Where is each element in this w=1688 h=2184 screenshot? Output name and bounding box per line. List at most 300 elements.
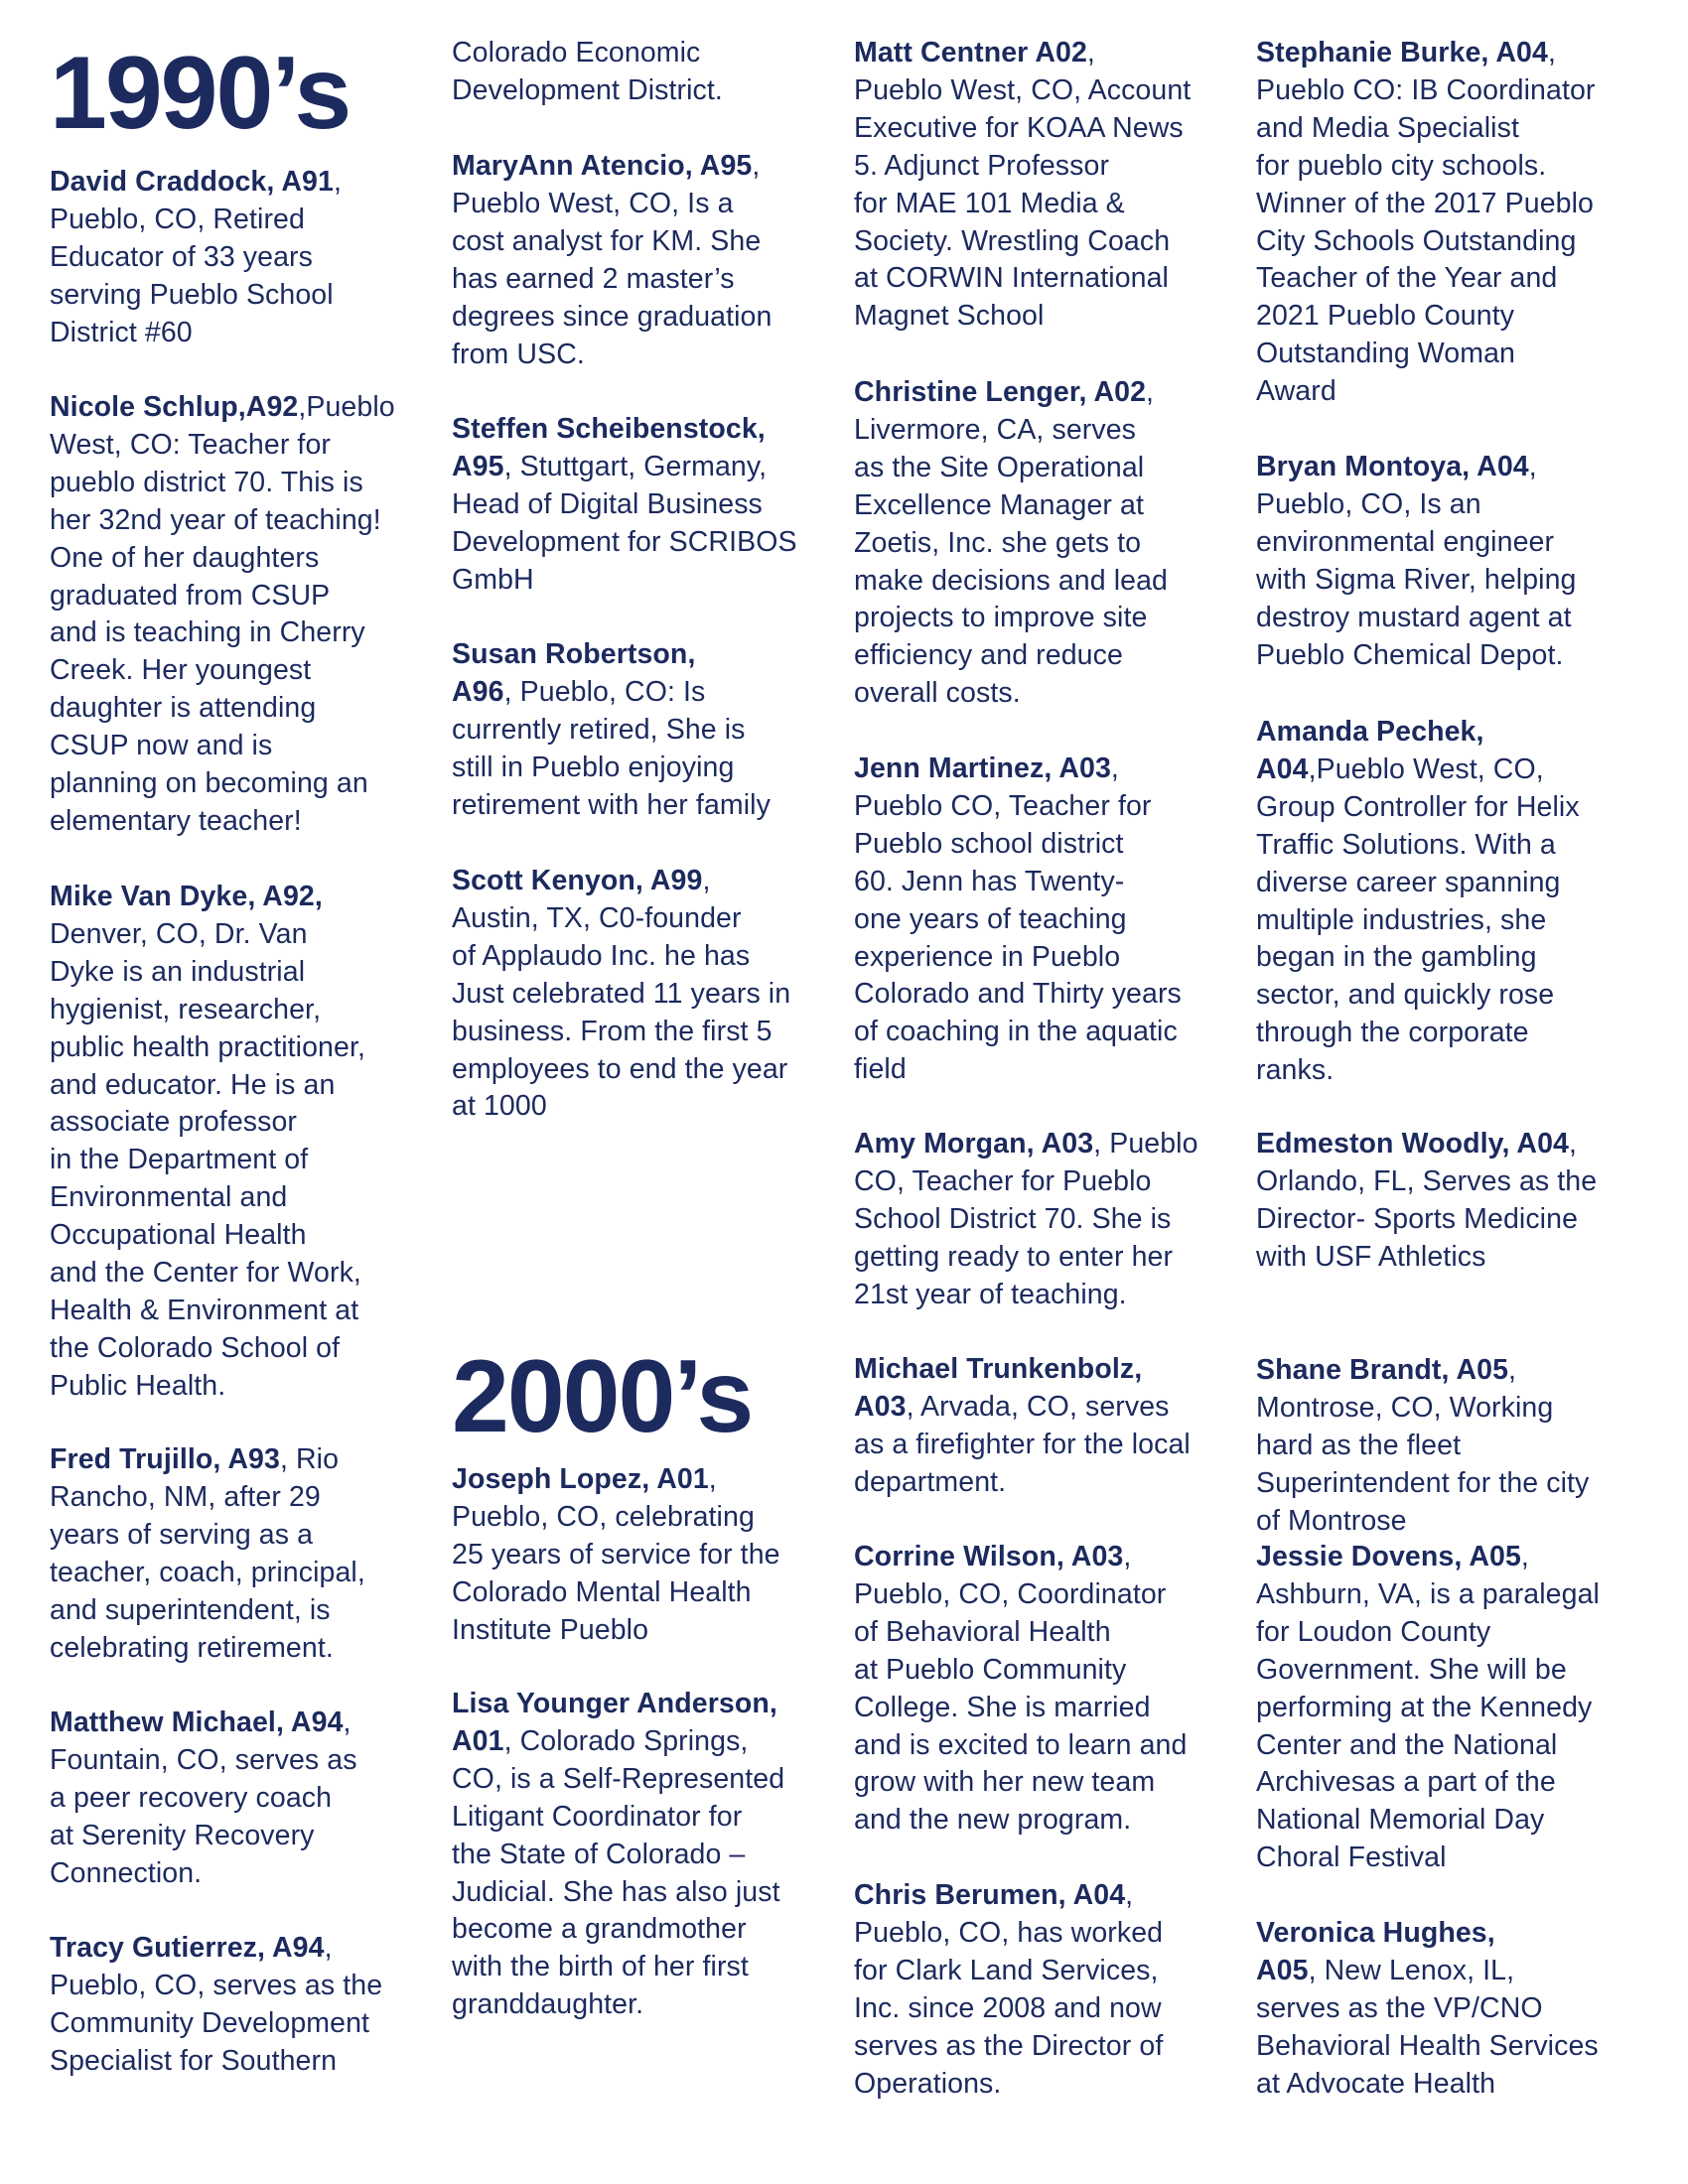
alumni-detail: Public Health.: [50, 1369, 226, 1402]
entry-line: [50, 1930, 467, 1968]
alumni-entry: [854, 1877, 1271, 2103]
entry-line: [1256, 373, 1673, 411]
entry-line: [50, 540, 467, 578]
entry-line: [452, 337, 869, 374]
alumni-detail: at CORWIN International: [854, 262, 1169, 295]
alumni-detail: of Montrose: [1256, 1504, 1407, 1537]
alumni-name: Tracy Gutierrez, A94: [50, 1932, 325, 1964]
entry-line: [50, 2005, 467, 2043]
entry-line: [1256, 939, 1673, 977]
alumni-detail: overall costs.: [854, 677, 1021, 710]
entry-line: [854, 298, 1271, 336]
entry-line: [1256, 637, 1673, 675]
entry-line: [50, 652, 467, 690]
alumni-detail: and Media Specialist: [1256, 111, 1519, 144]
alumni-name: A03: [854, 1390, 907, 1423]
entry-line: [1256, 260, 1673, 298]
entry-line: [854, 1051, 1271, 1089]
entry-line: [50, 1479, 467, 1517]
alumni-detail: Pueblo, CO, Coordinator: [854, 1577, 1167, 1610]
alumni-detail: ,: [1547, 37, 1556, 68]
entry-line: [50, 578, 467, 615]
alumni-detail: cost analyst for KM. She: [452, 224, 762, 257]
entry-line: [1256, 600, 1673, 637]
entry-line: [50, 465, 467, 502]
entry-line: [452, 1911, 869, 1949]
alumni-detail: of coaching in the aquatic: [854, 1016, 1178, 1048]
alumni-detail: CSUP now and is: [50, 730, 273, 762]
alumni-detail: Center and the National: [1256, 1728, 1558, 1761]
entry-line: [50, 1179, 467, 1217]
entry-line: [854, 939, 1271, 977]
alumni-name: Amanda Pechek,: [1256, 716, 1484, 748]
entry-line: [50, 1293, 467, 1330]
entry-line: [1256, 865, 1673, 902]
entry-line: [50, 277, 467, 315]
entry-line: [50, 1742, 467, 1780]
alumni-name: David Craddock, A91: [50, 166, 334, 198]
alumni-detail: public health practitioner,: [50, 1030, 365, 1063]
entry-line: [1256, 1990, 1673, 2028]
entry-line: [452, 636, 869, 674]
alumni-name: Michael Trunkenbolz,: [854, 1353, 1143, 1385]
alumni-name: Jenn Martinez, A03: [854, 752, 1111, 784]
entry-line: [854, 1652, 1271, 1690]
alumni-name: Lisa Younger Anderson,: [452, 1688, 777, 1719]
alumni-detail: for pueblo city schools.: [1256, 149, 1547, 182]
alumni-detail: Executive for KOAA News: [854, 111, 1184, 144]
alumni-detail: Montrose, CO, Working: [1256, 1391, 1554, 1424]
entry-line: [854, 563, 1271, 601]
alumni-detail: Denver, CO, Dr. Van: [50, 917, 308, 950]
entry-line: [854, 1389, 1271, 1427]
entry-line: [452, 976, 869, 1014]
entry-line: [854, 412, 1271, 450]
entry-line: [1256, 1953, 1673, 1990]
alumni-detail: Development District.: [452, 73, 723, 106]
alumni-detail: Pueblo CO, Teacher for: [854, 789, 1152, 822]
alumni-detail: Dyke is an industrial: [50, 955, 306, 988]
alumni-detail: Ashburn, VA, is a paralegal: [1256, 1577, 1600, 1610]
alumni-name: A05: [1256, 1954, 1309, 1986]
alumni-detail: Occupational Health: [50, 1219, 307, 1252]
alumni-detail: efficiency and reduce: [854, 639, 1123, 672]
alumni-detail: ,Pueblo: [298, 391, 395, 423]
alumni-entry: [452, 1686, 869, 2024]
entry-line: [452, 486, 869, 524]
entry-line: [1256, 1352, 1673, 1390]
alumni-detail: Behavioral Health Services: [1256, 2029, 1599, 2062]
entry-line: [854, 1539, 1271, 1576]
alumni-detail: 25 years of service for the: [452, 1538, 780, 1570]
alumni-detail: ,: [324, 1932, 333, 1964]
entry-line: [1256, 1576, 1673, 1614]
alumni-detail: Winner of the 2017 Pueblo: [1256, 187, 1594, 219]
entry-line: [50, 1555, 467, 1592]
entry-line: [1256, 110, 1673, 148]
alumni-detail: field: [854, 1053, 907, 1086]
entry-line: [1256, 2066, 1673, 2104]
entry-line: [452, 524, 869, 562]
alumni-detail: at Serenity Recovery: [50, 1819, 315, 1851]
entry-line: [1256, 35, 1673, 72]
entry-line: [1256, 562, 1673, 600]
alumni-entry: [50, 164, 467, 352]
alumni-entry: [1256, 714, 1673, 1090]
alumni-entry: [854, 35, 1271, 336]
entry-line: [854, 1877, 1271, 1915]
alumni-detail: pueblo district 70. This is: [50, 466, 363, 498]
alumni-detail: Inc. since 2008 and now: [854, 1991, 1162, 2024]
entry-line: [50, 389, 467, 427]
entry-line: [1256, 1915, 1673, 1953]
alumni-detail: years of serving as a: [50, 1518, 314, 1551]
alumni-detail: a peer recovery coach: [50, 1781, 333, 1814]
alumni-detail: of Applaudo Inc. he has: [452, 939, 751, 972]
alumni-entry: [50, 1930, 467, 2081]
entry-line: [1256, 186, 1673, 223]
alumni-detail: Just celebrated 11 years in: [452, 977, 791, 1010]
alumni-detail: Colorado Economic: [452, 37, 701, 68]
alumni-entry: [452, 1461, 869, 1650]
alumni-detail: Director- Sports Medicine: [1256, 1202, 1579, 1235]
alumni-detail: Litigant Coordinator for: [452, 1800, 743, 1833]
entry-line: [1256, 1727, 1673, 1765]
alumni-detail: performing at the Kennedy: [1256, 1691, 1593, 1723]
alumni-detail: Rancho, NM, after 29: [50, 1480, 321, 1513]
alumni-detail: Fountain, CO, serves as: [50, 1743, 357, 1776]
alumni-detail: , Arvada, CO, serves: [906, 1390, 1170, 1423]
alumni-detail: Magnet School: [854, 300, 1045, 333]
entry-line: [854, 826, 1271, 864]
alumni-detail: National Memorial Day: [1256, 1804, 1545, 1837]
alumni-detail: destroy mustard agent at: [1256, 601, 1572, 633]
alumni-detail: Outstanding Woman: [1256, 338, 1515, 370]
entry-line: [1256, 1465, 1673, 1503]
entry-line: [452, 35, 869, 72]
entry-line: [452, 1088, 869, 1126]
alumni-name: MaryAnn Atencio, A95: [452, 150, 753, 182]
alumni-detail: Colorado Mental Health: [452, 1575, 752, 1608]
alumni-detail: teacher, coach, principal,: [50, 1556, 365, 1588]
alumni-detail: grow with her new team: [854, 1766, 1156, 1799]
alumni-name: Bryan Montoya, A04: [1256, 451, 1529, 482]
entry-line: [452, 72, 869, 110]
alumni-detail: graduated from CSUP: [50, 579, 331, 612]
entry-line: [50, 614, 467, 652]
alumni-detail: ,: [1146, 376, 1155, 408]
alumni-name: A04: [1256, 752, 1309, 785]
entry-line: [854, 148, 1271, 186]
alumni-detail: Creek. Her youngest: [50, 654, 312, 687]
entry-line: [452, 411, 869, 449]
entry-line: [854, 1802, 1271, 1840]
entry-line: [452, 299, 869, 337]
alumni-detail: still in Pueblo enjoying: [452, 751, 735, 783]
entry-line: [452, 1761, 869, 1799]
alumni-detail: Specialist for Southern: [50, 2044, 338, 2077]
alumni-detail: ranks.: [1256, 1054, 1335, 1087]
alumni-entry: [1256, 1539, 1673, 1877]
entry-line: [1256, 1690, 1673, 1727]
alumni-name: Edmeston Woodly, A04: [1256, 1128, 1570, 1160]
entry-line: [854, 637, 1271, 675]
entry-line: [452, 938, 869, 976]
alumni-detail: Orlando, FL, Serves as the: [1256, 1164, 1598, 1197]
entry-line: [50, 164, 467, 202]
alumni-entry: [452, 411, 869, 600]
alumni-detail: ,: [1110, 752, 1119, 784]
alumni-detail: Pueblo, CO, celebrating: [452, 1500, 755, 1533]
alumni-detail: her 32nd year of teaching!: [50, 503, 381, 536]
alumni-entry: [1256, 1352, 1673, 1541]
alumni-detail: ,: [702, 865, 711, 896]
alumni-detail: Livermore, CA, serves: [854, 413, 1137, 446]
entry-line: [50, 315, 467, 352]
alumni-detail: ,: [752, 150, 761, 182]
alumni-detail: , Colorado Springs,: [503, 1724, 749, 1757]
entry-line: [854, 901, 1271, 939]
alumni-entry: [1256, 1126, 1673, 1277]
entry-line: [1256, 1126, 1673, 1163]
alumni-detail: One of her daughters: [50, 541, 320, 574]
entry-line: [854, 1915, 1271, 1953]
entry-line: [854, 1201, 1271, 1239]
alumni-name: Fred Trujillo, A93: [50, 1443, 280, 1475]
alumni-detail: College. She is married: [854, 1691, 1151, 1723]
alumni-detail: Superintendent for the city: [1256, 1466, 1590, 1499]
alumni-name: Joseph Lopez, A01: [452, 1463, 709, 1495]
entry-line: [50, 992, 467, 1029]
entry-line: [452, 1051, 869, 1089]
entry-line: [50, 954, 467, 992]
alumni-detail: ,: [343, 1706, 352, 1738]
alumni-name: Matt Centner A02: [854, 37, 1087, 68]
entry-line: [854, 1614, 1271, 1652]
entry-line: [1256, 298, 1673, 336]
alumni-detail: retirement with her family: [452, 788, 771, 821]
alumni-detail: ,: [1086, 37, 1095, 68]
alumni-name: Matthew Michael, A94: [50, 1706, 344, 1738]
alumni-detail: Government. She will be: [1256, 1653, 1567, 1686]
entry-line: [452, 148, 869, 186]
entry-line: [50, 1592, 467, 1630]
entry-line: [452, 223, 869, 261]
entry-line: [1256, 223, 1673, 261]
entry-line: [50, 1067, 467, 1105]
entry-line: [854, 1239, 1271, 1277]
entry-line: [854, 35, 1271, 72]
alumni-detail: , New Lenox, IL,: [1308, 1954, 1515, 1986]
alumni-name: Scott Kenyon, A99: [452, 865, 703, 896]
entry-line: [452, 1874, 869, 1912]
alumni-detail: with USF Athletics: [1256, 1240, 1486, 1273]
alumni-detail: Pueblo school district: [854, 827, 1124, 860]
alumni-detail: Pueblo, CO, Retired: [50, 203, 305, 235]
entry-line: [1256, 1840, 1673, 1877]
alumni-detail: City Schools Outstanding: [1256, 224, 1577, 257]
entry-line: [50, 728, 467, 765]
entry-line: [1256, 1201, 1673, 1239]
alumni-name: Nicole Schlup,A92: [50, 391, 299, 423]
alumni-detail: celebrating retirement.: [50, 1631, 334, 1664]
alumni-detail: employees to end the year: [452, 1052, 788, 1085]
alumni-name: A96: [452, 675, 504, 708]
entry-line: [452, 787, 869, 825]
alumni-detail: at 1000: [452, 1090, 547, 1123]
alumni-detail: associate professor: [50, 1106, 298, 1139]
alumni-detail: daughter is attending: [50, 692, 317, 725]
alumni-entry: [854, 374, 1271, 713]
entry-line: [1256, 72, 1673, 110]
alumni-detail: West, CO: Teacher for: [50, 428, 331, 461]
alumni-detail: Group Controller for Helix: [1256, 790, 1580, 823]
alumni-detail: with Sigma River, helping: [1256, 563, 1577, 596]
entry-line: [1256, 827, 1673, 865]
alumni-detail: hard as the fleet: [1256, 1429, 1462, 1461]
alumni-detail: 21st year of teaching.: [854, 1278, 1127, 1310]
alumni-detail: GmbH: [452, 563, 534, 596]
alumni-detail: of Behavioral Health: [854, 1615, 1111, 1648]
alumni-detail: projects to improve site: [854, 602, 1148, 634]
alumni-detail: Pueblo, CO, has worked: [854, 1916, 1164, 1949]
entry-line: [854, 374, 1271, 412]
entry-line: [1256, 524, 1673, 562]
alumni-detail: in the Department of: [50, 1144, 309, 1176]
entry-line: [452, 1799, 869, 1837]
entry-line: [1256, 977, 1673, 1015]
alumni-detail: ,: [1520, 1541, 1529, 1572]
alumni-detail: ,: [1508, 1354, 1517, 1386]
entry-line: [1256, 486, 1673, 524]
alumni-detail: Health & Environment at: [50, 1294, 359, 1326]
entry-line: [50, 1029, 467, 1067]
entry-line: [452, 1686, 869, 1723]
alumni-detail: with the birth of her first: [452, 1951, 749, 1983]
entry-line: [1256, 1652, 1673, 1690]
alumni-entry: [452, 35, 869, 110]
entry-line: [854, 1764, 1271, 1802]
alumni-name: Veronica Hughes,: [1256, 1917, 1495, 1949]
entry-line: [452, 1612, 869, 1650]
entry-line: [50, 239, 467, 277]
alumni-detail: ,Pueblo West, CO,: [1308, 752, 1544, 785]
entry-line: [1256, 336, 1673, 373]
entry-line: [452, 1837, 869, 1874]
alumni-detail: Archivesas a part of the: [1256, 1766, 1556, 1799]
alumni-detail: ,: [1569, 1128, 1578, 1160]
alumni-detail: and the Center for Work,: [50, 1257, 361, 1290]
alumni-detail: experience in Pueblo: [854, 940, 1121, 973]
entry-line: [854, 1277, 1271, 1314]
entry-line: [50, 1780, 467, 1818]
entry-line: [1256, 1015, 1673, 1052]
entry-line: [452, 1461, 869, 1499]
alumni-entry: [452, 148, 869, 373]
entry-line: [50, 427, 467, 465]
entry-line: [854, 487, 1271, 525]
alumni-detail: at Advocate Health: [1256, 2067, 1496, 2100]
entry-line: [854, 1576, 1271, 1614]
alumni-detail: 60. Jenn has Twenty-: [854, 865, 1125, 897]
decade-heading-1990s: 1990’s: [50, 36, 351, 151]
entry-line: [1256, 1614, 1673, 1652]
alumni-name: A01: [452, 1724, 504, 1757]
entry-line: [50, 690, 467, 728]
entry-line: [854, 186, 1271, 223]
entry-line: [50, 1968, 467, 2005]
entry-line: [854, 788, 1271, 826]
alumni-detail: Operations.: [854, 2067, 1002, 2100]
alumni-detail: Pueblo West, CO, Account: [854, 73, 1192, 106]
alumni-entry: [1256, 1915, 1673, 2104]
alumni-entry: [854, 1351, 1271, 1502]
alumni-detail: through the corporate: [1256, 1017, 1529, 1049]
entry-line: [1256, 751, 1673, 789]
alumni-detail: Institute Pueblo: [452, 1613, 649, 1646]
alumni-detail: planning on becoming an: [50, 767, 368, 800]
alumni-detail: CO, Teacher for Pueblo: [854, 1164, 1152, 1197]
alumni-name: Steffen Scheibenstock,: [452, 413, 766, 445]
alumni-detail: and is excited to learn and: [854, 1728, 1188, 1761]
entry-line: [854, 223, 1271, 261]
alumni-name: A95: [452, 450, 504, 482]
alumni-detail: environmental engineer: [1256, 525, 1555, 558]
alumni-entry: [50, 389, 467, 841]
alumni-detail: 2021 Pueblo County: [1256, 300, 1515, 333]
entry-line: [854, 2028, 1271, 2066]
entry-line: [854, 675, 1271, 713]
alumni-detail: has earned 2 master’s: [452, 262, 735, 295]
entry-line: [854, 864, 1271, 901]
entry-line: [50, 2043, 467, 2081]
alumni-detail: currently retired, She is: [452, 713, 746, 746]
entry-line: [854, 751, 1271, 788]
alumni-detail: Traffic Solutions. With a: [1256, 828, 1556, 861]
entry-line: [452, 1499, 869, 1537]
entry-line: [1256, 1239, 1673, 1277]
alumni-detail: for Loudon County: [1256, 1615, 1491, 1648]
alumni-detail: Pueblo, CO, Is an: [1256, 487, 1481, 520]
entry-line: [50, 879, 467, 916]
entry-line: [854, 1690, 1271, 1727]
entry-line: [452, 1574, 869, 1612]
entry-line: [1256, 789, 1673, 827]
alumni-detail: multiple industries, she: [1256, 903, 1547, 936]
alumni-detail: for MAE 101 Media &: [854, 187, 1125, 219]
entry-line: [854, 110, 1271, 148]
entry-line: [452, 186, 869, 223]
alumni-detail: , Rio: [279, 1443, 340, 1475]
entry-line: [50, 1255, 467, 1293]
alumni-detail: Society. Wrestling Coach: [854, 224, 1171, 257]
alumni-detail: Award: [1256, 375, 1336, 408]
entry-line: [1256, 902, 1673, 940]
alumni-detail: and superintendent, is: [50, 1593, 331, 1626]
decade-heading-2000s: 2000’s: [452, 1339, 753, 1454]
entry-line: [50, 1330, 467, 1368]
entry-line: [854, 1351, 1271, 1389]
entry-line: [50, 1142, 467, 1179]
entry-line: [854, 1126, 1271, 1163]
alumni-detail: as a firefighter for the local: [854, 1428, 1191, 1460]
entry-line: [50, 1818, 467, 1855]
alumni-detail: Choral Festival: [1256, 1842, 1447, 1874]
alumni-detail: Teacher of the Year and: [1256, 262, 1558, 295]
alumni-detail: the Colorado School of: [50, 1331, 341, 1364]
alumni-detail: one years of teaching: [854, 902, 1127, 935]
entry-line: [452, 1949, 869, 1986]
